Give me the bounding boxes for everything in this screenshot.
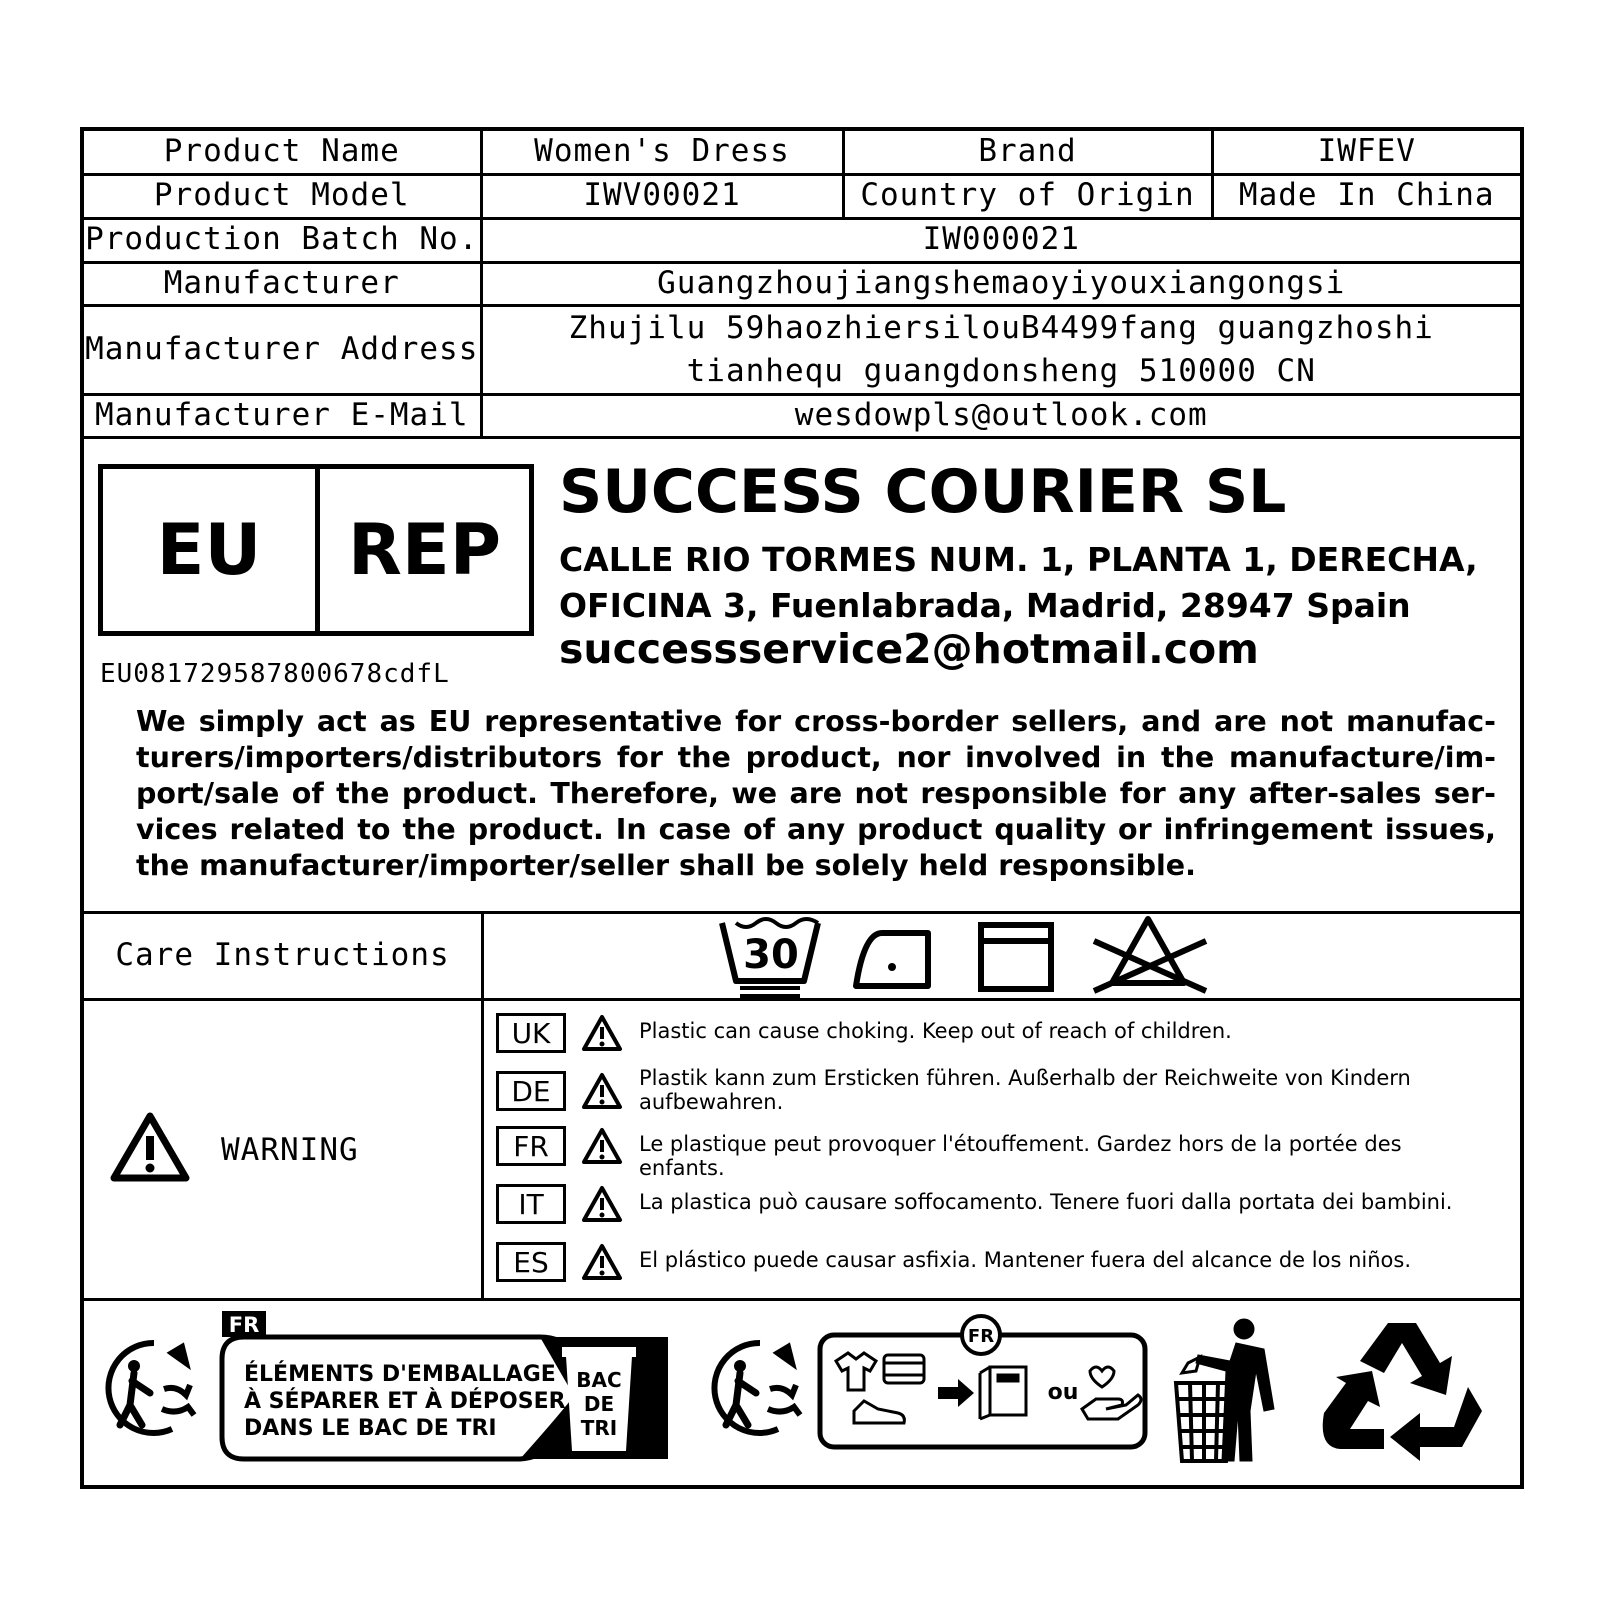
recycle-icon: [1323, 1323, 1482, 1461]
care-label: Care Instructions: [84, 911, 484, 998]
tshirt-icon: [836, 1353, 876, 1390]
textile-fr-tag: FR: [967, 1326, 995, 1347]
warning-icon: [580, 1126, 624, 1166]
eu-rep-badge-right: REP: [347, 509, 502, 591]
fr-tag: FR: [228, 1313, 260, 1337]
towel-icon: [884, 1355, 924, 1383]
product-label: [80, 127, 1524, 1489]
email-label: Manufacturer E-Mail: [84, 394, 481, 437]
address-label: Manufacturer Address: [84, 305, 481, 394]
eu-rep-company: SUCCESS COURIER SL: [559, 457, 1287, 527]
recycling-section: [84, 1301, 1520, 1486]
address-line-1: Zhujilu 59haozhiersilouB4499fang guangzhoshi: [568, 309, 1434, 346]
product-model-value: IWV00021: [481, 174, 843, 218]
warning-text-uk: Plastic can cause choking. Keep out of reach of children.: [639, 1019, 1232, 1043]
triman-icon: [714, 1343, 800, 1433]
address-value: [481, 305, 1520, 394]
batch-label: Production Batch No.: [84, 218, 481, 262]
triman-info-label: [222, 1311, 668, 1459]
eu-rep-section: [84, 439, 1520, 914]
arrow-right-icon: [938, 1379, 974, 1407]
eu-rep-address-line-2: OFICINA 3, Fuenlabrada, Madrid, 28947 Spain: [559, 586, 1411, 625]
care-section: [84, 911, 1520, 1001]
warning-text-fr: Le plastique peut provoquer l'étouffement. Gardez hors de la portée des enfants.: [639, 1132, 1402, 1180]
warning-icon: [580, 1071, 624, 1111]
address-line-2: tianhequ guangdonsheng 510000 CN: [686, 352, 1316, 389]
no-bleach-icon: [1094, 919, 1206, 991]
product-name-label: Product Name: [84, 131, 481, 174]
warning-icon: [108, 1110, 192, 1184]
eu-rep-code: EU081729587800678cdfL: [100, 659, 450, 689]
language-code-es: ES: [496, 1242, 566, 1282]
language-code-uk: UK: [496, 1013, 566, 1053]
warning-text-de: Plastik kann zum Ersticken führen. Außerhalb der Reichweite von Kindern aufbewahren.: [639, 1066, 1411, 1114]
tumble-dry-icon: [981, 925, 1051, 989]
triman-text-line-1: ÉLÉMENTS D'EMBALLAGE: [244, 1362, 556, 1387]
bin-text-line-1: BAC: [576, 1368, 622, 1392]
eu-rep-address: [559, 537, 1478, 629]
wash-30-icon: [722, 919, 818, 996]
eu-rep-email[interactable]: successservice2@hotmail.com: [559, 625, 1259, 673]
warning-text-it: La plastica può causare soffocamento. Tenere fuori dalla portata dei bambini.: [639, 1190, 1453, 1214]
eu-rep-address-line-1: CALLE RIO TORMES NUM. 1, PLANTA 1, DERECHA,: [559, 540, 1478, 579]
manufacturer-value: Guangzhoujiangshemaoyiyouxiangongsi: [481, 262, 1520, 305]
origin-value: Made In China: [1212, 174, 1520, 218]
donation-bin-icon: [980, 1367, 1026, 1419]
textile-or-text: ou: [1047, 1380, 1079, 1405]
textile-info-box: [820, 1316, 1145, 1447]
eu-rep-disclaimer: We simply act as EU representative for cross-border sellers, and are not manufac-turers/importers/distributors for the product, nor involved in the manufacture/im-port/sale of the product. Therefore, we are not responsible for any after-sales ser-vices related to the product. In case of any product quality or infringement issues, the manufacturer/importer/seller shall be solely held responsible.: [136, 705, 1496, 882]
litter-bin-icon: [1176, 1319, 1274, 1461]
bin-text-line-3: TRI: [580, 1416, 618, 1440]
origin-label: Country of Origin: [843, 174, 1212, 218]
eu-rep-badge: [98, 464, 534, 636]
brand-label: Brand: [843, 131, 1212, 174]
warning-text-es: El plástico puede causar asfixia. Mantener fuera del alcance de los niños.: [639, 1248, 1411, 1272]
donate-hand-icon: [1082, 1367, 1141, 1419]
warning-icon: [580, 1242, 624, 1282]
shoe-icon: [854, 1401, 904, 1423]
product-info-table: [84, 131, 1520, 439]
manufacturer-label: Manufacturer: [84, 262, 481, 305]
care-icons: [484, 911, 1520, 998]
triman-text-line-3: DANS LE BAC DE TRI: [244, 1416, 497, 1441]
sorting-bin-icon: [562, 1347, 636, 1451]
warning-word: WARNING: [221, 1132, 359, 1168]
warning-section: [84, 998, 1520, 1301]
language-code-fr: FR: [496, 1126, 566, 1166]
wash-temperature: 30: [743, 932, 799, 978]
language-code-de: DE: [496, 1071, 566, 1111]
product-name-value: Women's Dress: [481, 131, 843, 174]
warning-label-cell: [84, 998, 484, 1298]
product-model-label: Product Model: [84, 174, 481, 218]
email-value[interactable]: wesdowpls@outlook.com: [481, 394, 1520, 437]
batch-value: IW000021: [481, 218, 1520, 262]
triman-text-line-2: À SÉPARER ET À DÉPOSER: [244, 1389, 566, 1414]
language-code-it: IT: [496, 1184, 566, 1224]
triman-icon: [108, 1343, 194, 1433]
brand-value: IWFEV: [1212, 131, 1520, 174]
warning-icon: [580, 1013, 624, 1053]
eu-rep-badge-left: EU: [103, 469, 320, 631]
bin-text-line-2: DE: [583, 1392, 615, 1416]
iron-icon: [856, 933, 928, 986]
warning-icon: [580, 1184, 624, 1224]
